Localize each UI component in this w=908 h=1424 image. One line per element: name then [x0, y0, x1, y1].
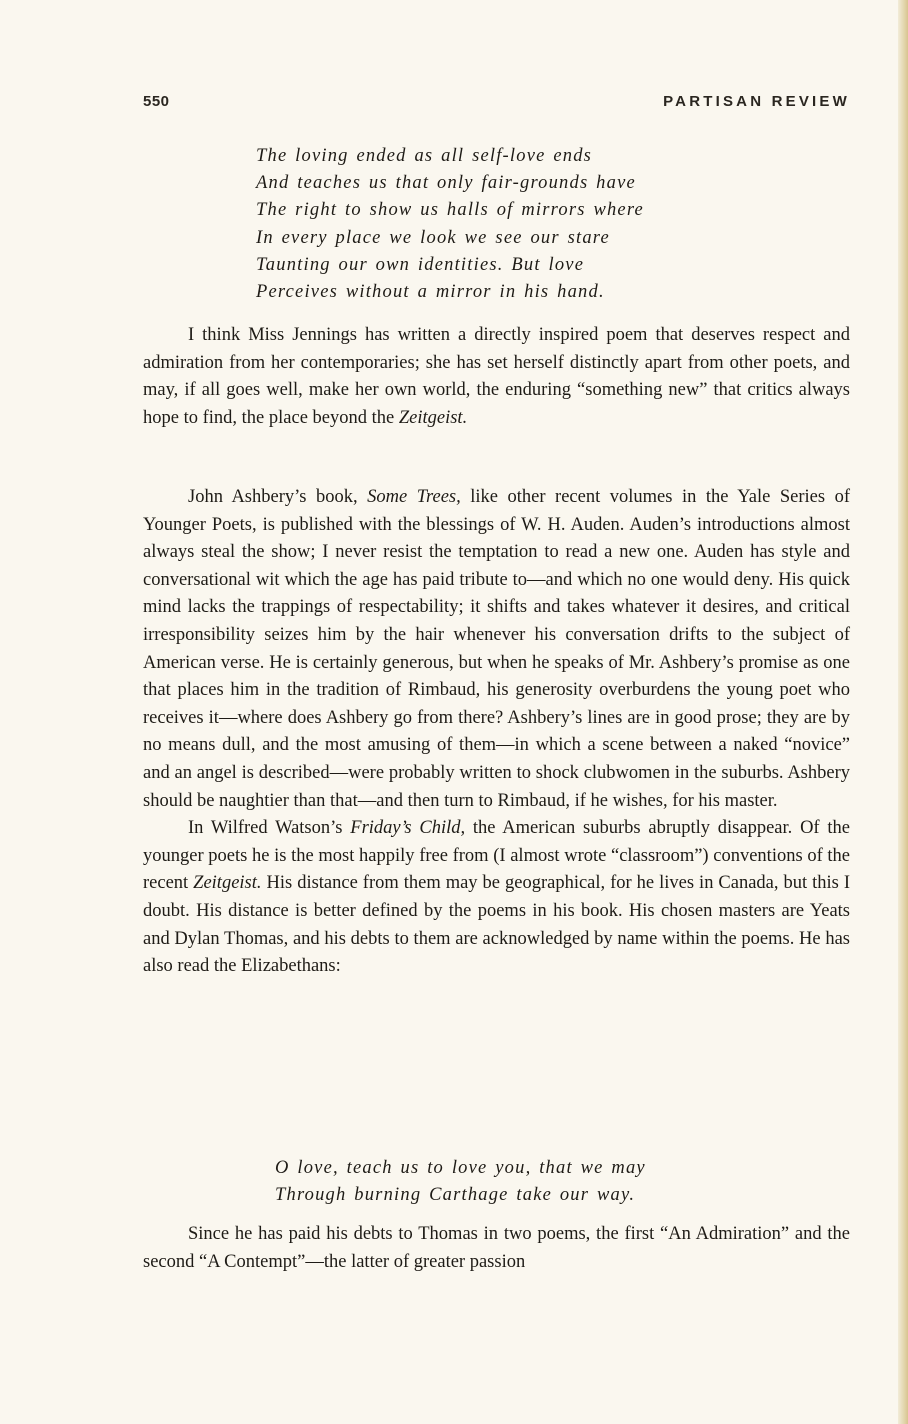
paragraph-text: Since he has paid his debts to Thomas in two poems, the first “An Admiration” and the second “A Contempt”—the latter of greater passion [143, 1224, 850, 1272]
paragraph-text: In Wilfred Watson’s [188, 818, 351, 839]
running-head: PARTISAN REVIEW [663, 93, 850, 110]
verse-line: The right to show us halls of mirrors where [256, 200, 644, 221]
page-header [143, 93, 850, 115]
page-number: 550 [143, 93, 170, 110]
verse-line: O love, teach us to love you, that we may [275, 1158, 646, 1178]
body-text-jennings [143, 322, 850, 432]
body-text-ashbery-watson [143, 484, 850, 981]
verse-quotation-1 [256, 143, 644, 306]
paragraph-ashbery [143, 484, 850, 815]
paragraph-text: His distance from them may be geographical, for he lives in Canada, but this I doubt. His distance is better defined by the poems in his book. His chosen masters are Yeats and Dylan Thomas, and his debts to them are acknowledged by name within the poems. He has also read the Elizabethans: [143, 873, 850, 977]
verse-line: And teaches us that only fair-grounds have [256, 173, 636, 194]
book-title: Some Trees, [367, 487, 461, 507]
paragraph-text: John Ashbery’s book, [188, 487, 368, 507]
paragraph-watson [143, 815, 850, 981]
verse-line: The loving ended as all self-love ends [256, 146, 593, 166]
verse-line: Through burning Carthage take our way. [275, 1185, 636, 1206]
paragraph-jennings [143, 322, 850, 432]
italic-term: Zeitgeist. [193, 873, 262, 894]
verse-quotation-2 [275, 1155, 646, 1209]
verse-line: In every place we look we see our stare [256, 227, 610, 248]
page-edge-shadow [898, 0, 908, 1424]
book-title: Friday’s Child, [350, 818, 466, 839]
paragraph-text: the American suburbs abruptly disappear. Of the younger poets he is the most happily free from (I almost wrote “classroom”) conventions of the recent [143, 818, 850, 894]
verse-line: Taunting our own identities. But love [256, 254, 585, 275]
paragraph-text: I think Miss Jennings has written a directly inspired poem that deserves respect and admiration from her contemporaries; she has set herself distinctly apart from other poets, and may, if all goes well, make her own world, the enduring “something new” that critics always hope to find, the place beyond the [143, 325, 850, 428]
italic-term: Zeitgeist. [398, 407, 468, 428]
paragraph-thomas [143, 1221, 850, 1276]
paragraph-text: like other recent volumes in the Yale Series of Younger Poets, is published with the blessings of W. H. Auden. Auden’s introductions almost always steal the show; I never resist the temptation to read a new one. Auden has style and conversational wit which the age has paid tribute to—and which no one would deny. His quick mind lacks the trappings of respectability; it shifts and takes whatever it desires, and critical irresponsibility seizes him by the hair whenever his conversation drifts to the subject of American verse. He is certainly generous, but when he speaks of Mr. Ashbery’s promise as one that places him in the tradition of Rimbaud, his generosity overburdens the young poet who receives it—where does Ashbery go from there? Ashbery’s lines are in good prose; they are by no means dull, and the most amusing of them—in which a scene between a naked “novice” and an angel is described—were probably written to shock clubwomen in the suburbs. Ashbery should be naughtier than that—and then turn to Rimbaud, if he wishes, for his master. [143, 487, 851, 811]
body-text-continuation [143, 1221, 850, 1276]
verse-line: Perceives without a mirror in his hand. [256, 282, 605, 303]
